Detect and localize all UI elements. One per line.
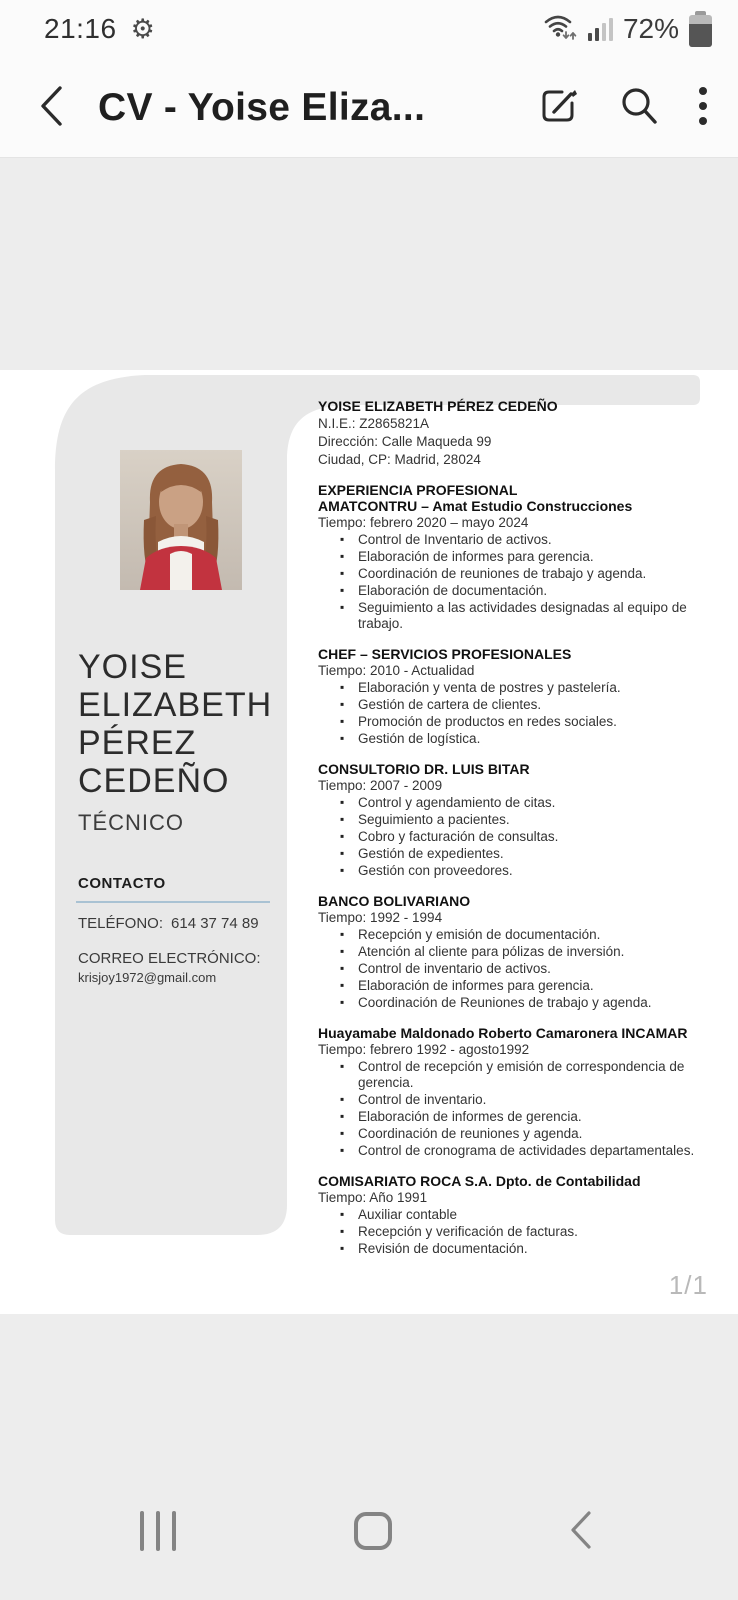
company-name: BANCO BOLIVARIANO bbox=[318, 893, 471, 909]
cv-header-address: Dirección: Calle Maqueda 99 bbox=[318, 434, 492, 449]
bullet-item: ▪ Cobro y facturación de consultas. bbox=[318, 829, 710, 845]
battery-percent: 72% bbox=[622, 13, 679, 44]
bullet-item: ▪ Auxiliar contable bbox=[318, 1207, 710, 1223]
bullet-list bbox=[318, 927, 710, 1011]
back-button[interactable] bbox=[38, 84, 64, 131]
app-bar bbox=[0, 58, 738, 158]
search-button[interactable] bbox=[618, 85, 660, 130]
bullet-item: ▪ Control de Inventario de activos. bbox=[318, 532, 710, 548]
bullet-item: ▪ Elaboración de documentación. bbox=[318, 583, 710, 599]
sidebar-name-line: CEDEÑO bbox=[78, 762, 230, 800]
tiempo: Tiempo: 2010 - Actualidad bbox=[318, 663, 475, 678]
portrait-photo bbox=[120, 450, 242, 590]
recents-icon bbox=[140, 1511, 176, 1551]
bullet-item: ▪ Atención al cliente para pólizas de inversión. bbox=[318, 944, 710, 960]
phone-label: TELÉFONO: bbox=[78, 915, 164, 932]
sidebar-role: TÉCNICO bbox=[78, 810, 184, 835]
bullet-item: ▪ Recepción y verificación de facturas. bbox=[318, 1224, 710, 1240]
bullet-item: ▪ Elaboración de informes para gerencia. bbox=[318, 978, 710, 994]
gear-icon[interactable]: ⚙ bbox=[130, 13, 155, 44]
phone-value: 614 37 74 89 bbox=[171, 915, 259, 932]
contact-heading: CONTACTO bbox=[78, 875, 166, 892]
recents-button[interactable] bbox=[140, 1511, 176, 1551]
experience-sections bbox=[318, 498, 710, 1257]
bullet-item: ▪ Control de recepción y emisión de correspondencia de gerencia. bbox=[318, 1059, 710, 1091]
wifi-icon bbox=[544, 12, 578, 47]
back-icon bbox=[569, 1509, 593, 1554]
company-name: COMISARIATO ROCA S.A. Dpto. de Contabilidad bbox=[318, 1173, 641, 1189]
bullet-item: ▪ Recepción y emisión de documentación. bbox=[318, 927, 710, 943]
bullet-item: ▪ Elaboración de informes de gerencia. bbox=[318, 1109, 710, 1125]
bullet-list bbox=[318, 795, 710, 879]
navigation-bar bbox=[0, 1486, 738, 1576]
bullet-item: ▪ Revisión de documentación. bbox=[318, 1241, 710, 1257]
tiempo: Tiempo: 1992 - 1994 bbox=[318, 910, 443, 925]
signal-strength-icon bbox=[588, 17, 613, 41]
tiempo: Tiempo: febrero 1992 - agosto1992 bbox=[318, 1042, 530, 1057]
home-button[interactable] bbox=[354, 1512, 392, 1550]
bullet-item: ▪ Gestión con proveedores. bbox=[318, 863, 710, 879]
company-name: AMATCONTRU – Amat Estudio Construcciones bbox=[318, 498, 633, 514]
company-name: Huayamabe Maldonado Roberto Camaronera INCAMAR bbox=[318, 1025, 688, 1041]
bullet-item: ▪ Control de inventario. bbox=[318, 1092, 710, 1108]
sidebar-name-line: ELIZABETH bbox=[78, 686, 273, 724]
edit-button[interactable] bbox=[538, 85, 580, 130]
experience-section bbox=[318, 1025, 710, 1159]
bullet-item: ▪ Seguimiento a las actividades designadas al equipo de trabajo. bbox=[318, 600, 710, 632]
bullet-item: ▪ Control de cronograma de actividades departamentales. bbox=[318, 1143, 710, 1159]
bullet-item: ▪ Promoción de productos en redes sociales. bbox=[318, 714, 710, 730]
nav-back-button[interactable] bbox=[569, 1509, 593, 1554]
document-page[interactable] bbox=[0, 370, 738, 1314]
email-value: krisjoy1972@gmail.com bbox=[78, 970, 217, 985]
more-options-button[interactable] bbox=[698, 84, 708, 131]
page-indicator: 1/1 bbox=[668, 1270, 708, 1300]
bullet-item: ▪ Control de inventario de activos. bbox=[318, 961, 710, 977]
bullet-item: ▪ Gestión de expedientes. bbox=[318, 846, 710, 862]
experience-heading: EXPERIENCIA PROFESIONAL bbox=[318, 482, 518, 498]
experience-section bbox=[318, 646, 710, 747]
bullet-list bbox=[318, 1059, 710, 1159]
experience-section bbox=[318, 893, 710, 1011]
bullet-list bbox=[318, 532, 710, 632]
back-icon bbox=[38, 84, 64, 131]
cv-header-name: YOISE ELIZABETH PÉREZ CEDEÑO bbox=[318, 398, 558, 414]
bullet-item: ▪ Coordinación de Reuniones de trabajo y agenda. bbox=[318, 995, 710, 1011]
bullet-item: ▪ Gestión de cartera de clientes. bbox=[318, 697, 710, 713]
tiempo: Tiempo: febrero 2020 – mayo 2024 bbox=[318, 515, 529, 530]
cv-header-city: Ciudad, CP: Madrid, 28024 bbox=[318, 452, 481, 467]
home-icon bbox=[354, 1512, 392, 1550]
sidebar-name bbox=[78, 648, 278, 800]
tiempo: Tiempo: Año 1991 bbox=[318, 1190, 428, 1205]
clock: 21:16 bbox=[44, 13, 117, 44]
status-bar bbox=[0, 0, 738, 58]
bullet-item: ▪ Gestión de logística. bbox=[318, 731, 710, 747]
document-title: CV - Yoise Eliza... bbox=[98, 85, 426, 129]
bullet-item: ▪ Coordinación de reuniones de trabajo y agenda. bbox=[318, 566, 710, 582]
experience-section bbox=[318, 761, 710, 879]
company-name: CHEF – SERVICIOS PROFESIONALES bbox=[318, 646, 572, 662]
contact-divider bbox=[76, 901, 270, 903]
bullet-item: ▪ Elaboración de informes para gerencia. bbox=[318, 549, 710, 565]
company-name: CONSULTORIO DR. LUIS BITAR bbox=[318, 761, 530, 777]
battery-icon bbox=[689, 11, 712, 47]
search-icon bbox=[618, 85, 660, 130]
bullet-item: ▪ Coordinación de reuniones y agenda. bbox=[318, 1126, 710, 1142]
bullet-list bbox=[318, 1207, 710, 1257]
bullet-list bbox=[318, 680, 710, 747]
bullet-item: ▪ Control y agendamiento de citas. bbox=[318, 795, 710, 811]
sidebar-name-line: PÉREZ bbox=[78, 724, 197, 762]
cv-header-nie: N.I.E.: Z2865821A bbox=[318, 416, 430, 431]
experience-section bbox=[318, 1173, 710, 1257]
email-label: CORREO ELECTRÓNICO: bbox=[78, 950, 261, 967]
bullet-item: ▪ Seguimiento a pacientes. bbox=[318, 812, 710, 828]
sidebar-name-line: YOISE bbox=[78, 648, 187, 686]
bullet-item: ▪ Elaboración y venta de postres y pastelería. bbox=[318, 680, 710, 696]
cv-body bbox=[318, 398, 710, 1258]
more-options-icon bbox=[698, 84, 708, 131]
tiempo: Tiempo: 2007 - 2009 bbox=[318, 778, 443, 793]
experience-section bbox=[318, 498, 710, 632]
edit-icon bbox=[538, 85, 580, 130]
contact-phone bbox=[78, 915, 259, 932]
